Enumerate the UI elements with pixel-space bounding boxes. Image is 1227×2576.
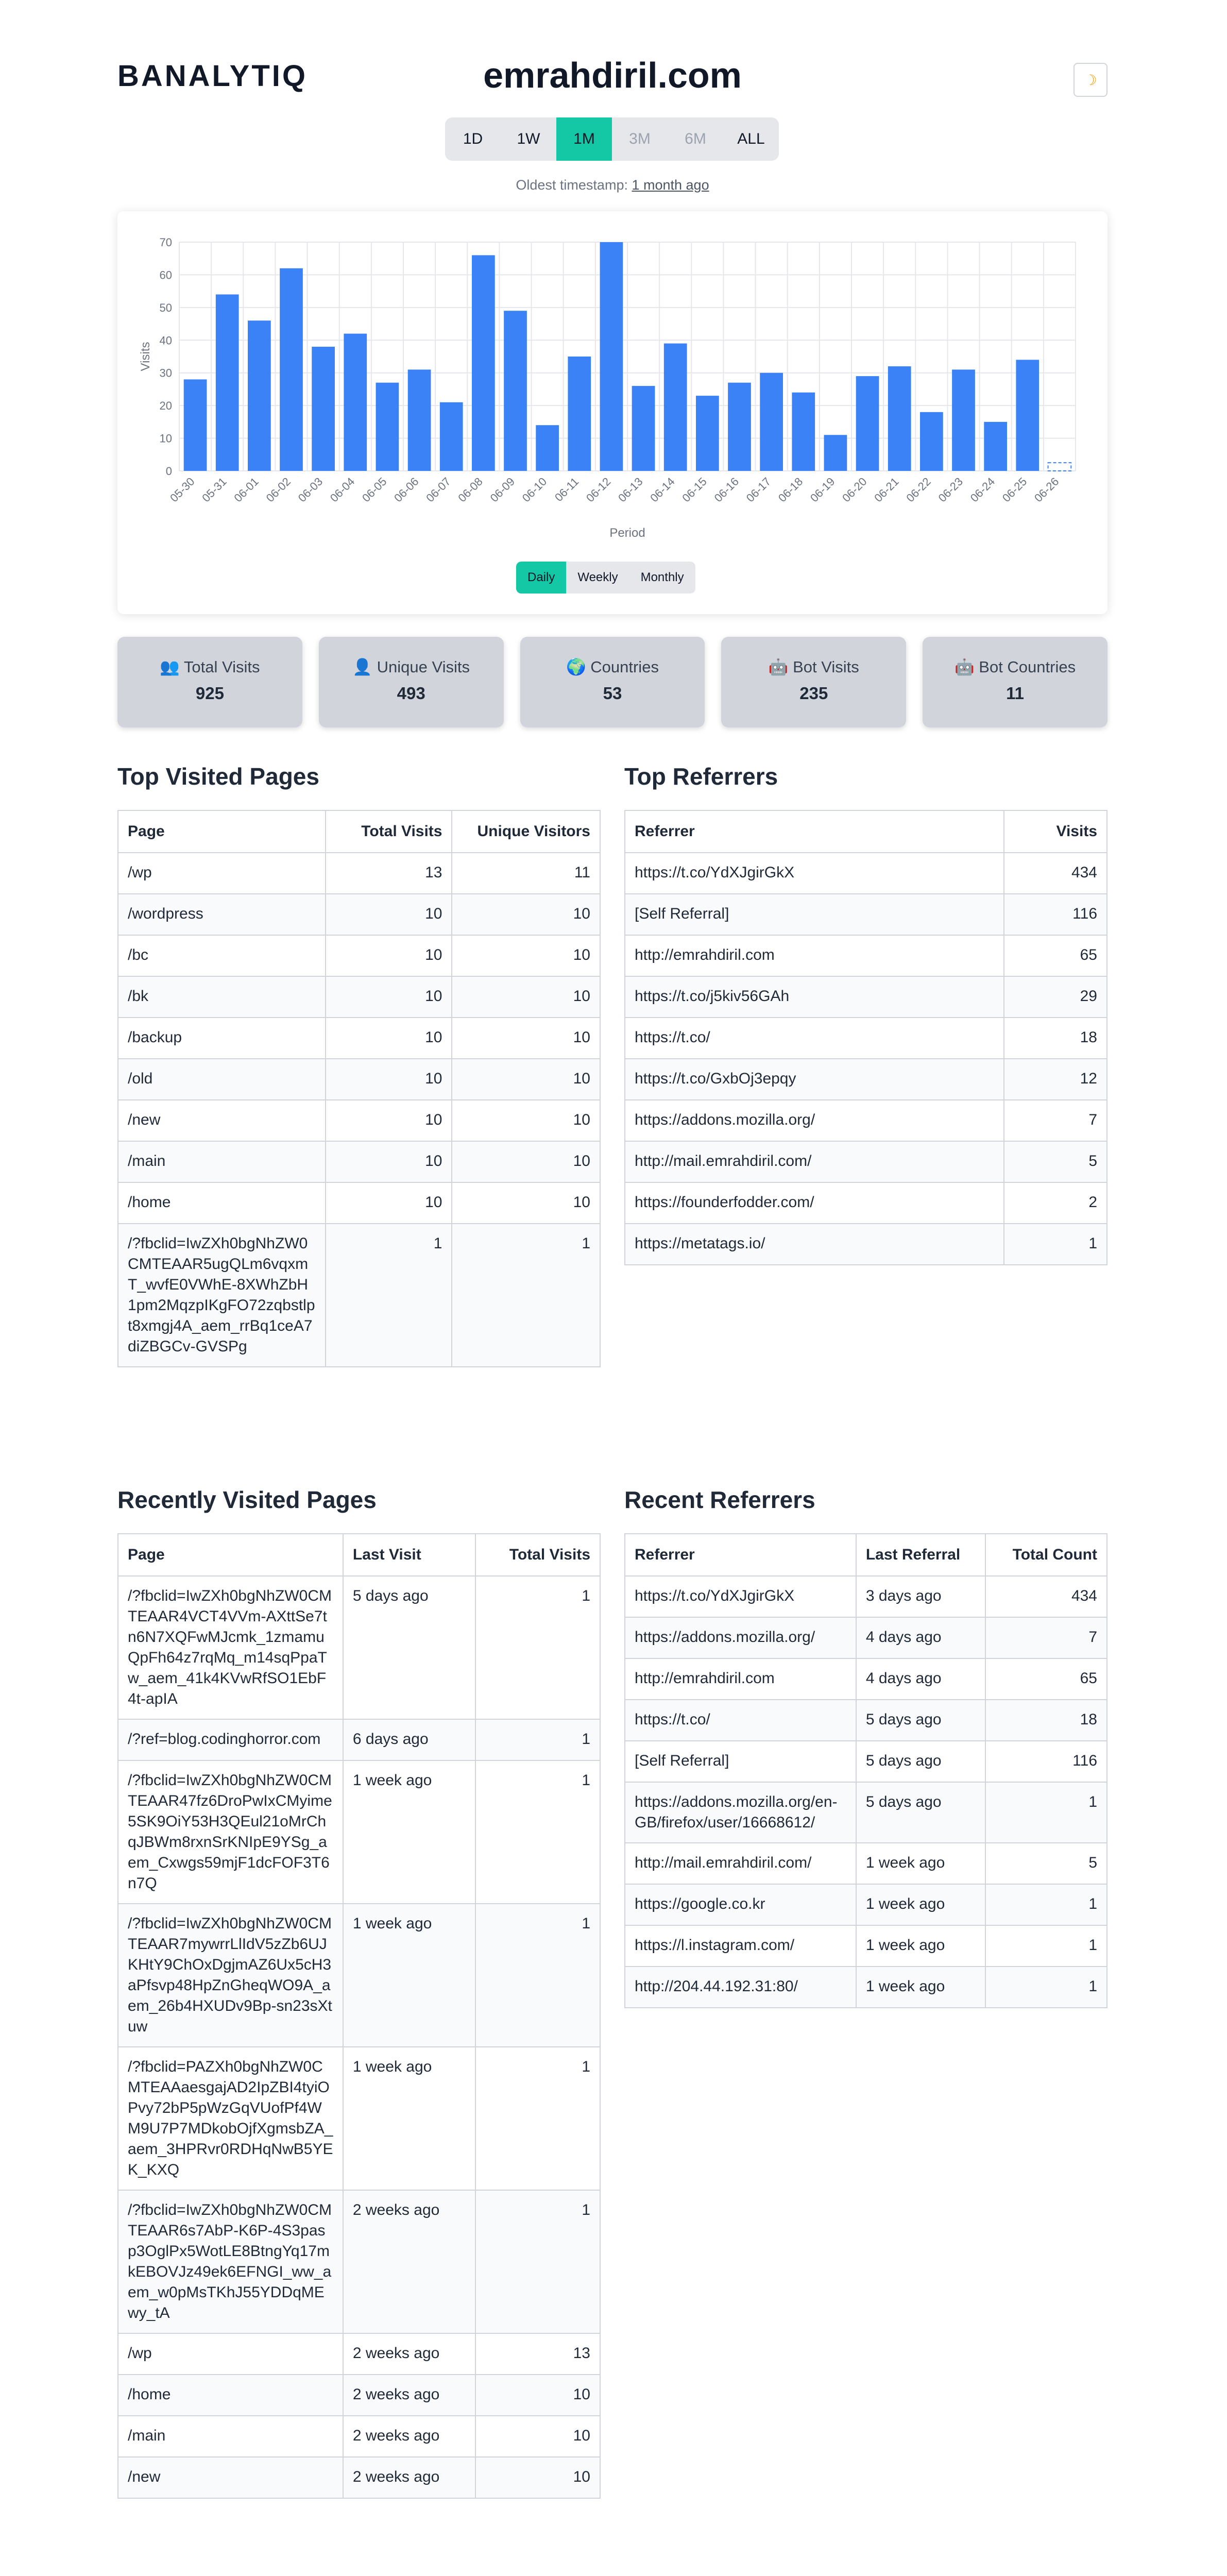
stat-label bbox=[923, 657, 1107, 676]
x-tick-label: 06-05 bbox=[359, 474, 389, 505]
table-row bbox=[118, 894, 600, 935]
table-row bbox=[118, 1182, 600, 1224]
chart-bar bbox=[408, 369, 431, 471]
table-cell: 10 bbox=[452, 1018, 600, 1059]
stat-card-unique-visits bbox=[319, 637, 504, 727]
table-cell: /?fbclid=IwZXh0bgNhZW0CMTEAAR6s7AbP-K6P-4S3pasp3OglPx5WotLE8BtngYq17mkEBOVJz49ek6EFNGI_ww_aem_w0pMsTKhJ55YDDqMEwy_tA bbox=[118, 2190, 343, 2333]
table-cell: http://emrahdiril.com bbox=[625, 935, 1004, 976]
person-icon: 👤 bbox=[352, 658, 372, 676]
table-cell: http://mail.emrahdiril.com/ bbox=[625, 1843, 856, 1884]
table-cell: 7 bbox=[985, 1617, 1107, 1658]
chart-bar bbox=[760, 373, 783, 471]
table-header-row bbox=[625, 1534, 1107, 1576]
table-cell: 10 bbox=[475, 2457, 600, 2498]
stat-label-text: Countries bbox=[590, 658, 659, 676]
theme-toggle-button[interactable] bbox=[1073, 63, 1107, 97]
table-row bbox=[625, 1182, 1107, 1224]
table-cell: 1 bbox=[475, 2047, 600, 2190]
stat-label-text: Unique Visits bbox=[377, 658, 470, 676]
table-cell: 1 bbox=[475, 1576, 600, 1719]
table-row bbox=[118, 2047, 600, 2190]
chart-bar bbox=[248, 320, 271, 471]
range-button-6m: 6M bbox=[685, 130, 706, 147]
table-cell: 1 week ago bbox=[856, 1884, 986, 1925]
table-row bbox=[625, 1018, 1107, 1059]
stat-value: 11 bbox=[1006, 684, 1025, 703]
table-cell: 10 bbox=[326, 1059, 452, 1100]
chart-bar bbox=[184, 379, 207, 471]
chart-bar-partial bbox=[1048, 463, 1071, 471]
table-row bbox=[625, 1967, 1107, 2008]
header bbox=[117, 47, 1107, 109]
table-cell: 10 bbox=[326, 1100, 452, 1141]
chart-bar bbox=[568, 357, 591, 471]
table-cell: http://emrahdiril.com bbox=[625, 1658, 856, 1700]
table-cell: 1 bbox=[985, 1967, 1107, 2008]
column-header: Visits bbox=[1004, 810, 1107, 853]
table-cell: /bk bbox=[118, 976, 326, 1018]
table-cell: 1 week ago bbox=[343, 1760, 476, 1904]
x-tick-label: 06-15 bbox=[679, 474, 709, 505]
table-cell: 5 days ago bbox=[856, 1700, 986, 1741]
range-selector bbox=[445, 117, 779, 161]
x-tick-label: 06-08 bbox=[455, 474, 485, 505]
brand-logo[interactable]: BANALYTIQ bbox=[117, 59, 308, 93]
chart-bar bbox=[792, 393, 815, 471]
chart-bar bbox=[504, 311, 527, 471]
table-cell: /main bbox=[118, 1141, 326, 1182]
stats-row bbox=[117, 637, 1107, 727]
table-cell: https://addons.mozilla.org/en-GB/firefox/user/16668612/ bbox=[625, 1782, 856, 1843]
x-tick-label: 06-06 bbox=[391, 474, 421, 505]
y-tick-label: 40 bbox=[159, 334, 172, 347]
column-header: Page bbox=[118, 810, 326, 853]
x-tick-label: 06-18 bbox=[775, 474, 806, 505]
table-row bbox=[118, 1760, 600, 1904]
chart-bar bbox=[728, 383, 751, 471]
table-cell: 116 bbox=[985, 1741, 1107, 1782]
table-cell: 6 days ago bbox=[343, 1719, 476, 1760]
table-cell: 3 days ago bbox=[856, 1576, 986, 1617]
column-header: Total Visits bbox=[326, 810, 452, 853]
column-header: Referrer bbox=[625, 810, 1004, 853]
table-row bbox=[118, 2457, 600, 2498]
table-cell: 1 week ago bbox=[856, 1925, 986, 1967]
table-cell: 1 bbox=[475, 1719, 600, 1760]
y-tick-label: 0 bbox=[165, 465, 172, 478]
y-tick-label: 10 bbox=[159, 432, 172, 445]
table-row bbox=[625, 1884, 1107, 1925]
table-cell: 2 weeks ago bbox=[343, 2375, 476, 2416]
table-row bbox=[625, 1224, 1107, 1265]
table-cell: 116 bbox=[1004, 894, 1107, 935]
table-header-row bbox=[118, 1534, 600, 1576]
recent-pages-table bbox=[117, 1533, 601, 2499]
stat-label bbox=[117, 657, 302, 676]
globe-icon: 🌍 bbox=[566, 658, 586, 676]
table-cell: 5 days ago bbox=[856, 1741, 986, 1782]
table-cell: [Self Referral] bbox=[625, 894, 1004, 935]
table-row bbox=[625, 894, 1107, 935]
table-cell: /?fbclid=PAZXh0bgNhZW0CMTEAAaesgajAD2IpZBI4tyiOPvy72bP5pWzGqVUofPf4WM9U7P7MDkobOjfXgmsbZA_aem_3HPRvr0RDHqNwB5YEK_KXQ bbox=[118, 2047, 343, 2190]
table-cell: 434 bbox=[1004, 853, 1107, 894]
top-referrers-table bbox=[624, 810, 1107, 1265]
range-button-all[interactable]: ALL bbox=[737, 130, 765, 147]
table-cell: http://204.44.192.31:80/ bbox=[625, 1967, 856, 2008]
chart-bar bbox=[1016, 360, 1039, 471]
table-row bbox=[118, 976, 600, 1018]
table-cell: 10 bbox=[452, 1100, 600, 1141]
x-tick-label: 06-16 bbox=[711, 474, 742, 505]
x-tick-label: 06-11 bbox=[552, 474, 582, 504]
column-header: Referrer bbox=[625, 1534, 856, 1576]
chart-bar bbox=[856, 376, 879, 471]
table-cell: http://mail.emrahdiril.com/ bbox=[625, 1141, 1004, 1182]
y-tick-label: 60 bbox=[159, 268, 172, 282]
period-daily-button[interactable]: Daily bbox=[516, 562, 566, 594]
stat-label bbox=[520, 657, 705, 676]
chart-bar bbox=[664, 344, 687, 471]
table-cell: 11 bbox=[452, 853, 600, 894]
table-cell: 5 bbox=[1004, 1141, 1107, 1182]
table-cell: 10 bbox=[326, 1182, 452, 1224]
table-header-row bbox=[118, 810, 600, 853]
table-row bbox=[625, 976, 1107, 1018]
table-cell: 1 bbox=[475, 1904, 600, 2047]
x-tick-label: 06-01 bbox=[231, 474, 261, 505]
stat-value: 53 bbox=[603, 684, 622, 703]
table-cell: https://l.instagram.com/ bbox=[625, 1925, 856, 1967]
top-referrers-title: Top Referrers bbox=[624, 763, 778, 790]
table-row bbox=[118, 935, 600, 976]
column-header: Unique Visitors bbox=[452, 810, 600, 853]
table-cell: https://google.co.kr bbox=[625, 1884, 856, 1925]
table-cell: 1 week ago bbox=[856, 1967, 986, 2008]
period-toggle bbox=[516, 562, 695, 594]
table-cell: https://t.co/j5kiv56GAh bbox=[625, 976, 1004, 1018]
table-cell: 10 bbox=[452, 976, 600, 1018]
table-cell: 1 bbox=[985, 1782, 1107, 1843]
y-tick-label: 70 bbox=[159, 236, 172, 249]
table-cell: /home bbox=[118, 2375, 343, 2416]
table-row bbox=[625, 1782, 1107, 1843]
chart-bar bbox=[312, 347, 335, 471]
stat-value: 925 bbox=[195, 684, 224, 703]
top-pages-table bbox=[117, 810, 601, 1367]
x-tick-label: 06-07 bbox=[423, 474, 453, 505]
table-cell: 10 bbox=[326, 1141, 452, 1182]
chart-bar bbox=[536, 425, 559, 471]
x-tick-label: 06-09 bbox=[487, 474, 518, 505]
recent-pages-title: Recently Visited Pages bbox=[117, 1486, 377, 1513]
table-cell: /wp bbox=[118, 2333, 343, 2375]
table-row bbox=[625, 1925, 1107, 1967]
chart-bar bbox=[888, 366, 911, 471]
x-tick-label: 06-21 bbox=[872, 474, 901, 505]
table-row bbox=[625, 1741, 1107, 1782]
visits-chart bbox=[117, 211, 1107, 562]
stat-card-bot-visits bbox=[721, 637, 906, 727]
range-button-1d[interactable]: 1D bbox=[463, 130, 483, 147]
x-axis-label: Period bbox=[609, 526, 645, 540]
table-cell: /bc bbox=[118, 935, 326, 976]
chart-bar bbox=[920, 412, 943, 471]
column-header: Last Referral bbox=[856, 1534, 986, 1576]
site-title: emrahdiril.com bbox=[483, 55, 742, 95]
chart-bar bbox=[696, 396, 719, 471]
recent-referrers-table bbox=[624, 1533, 1107, 2008]
robot-icon: 🤖 bbox=[768, 658, 789, 676]
table-cell: 10 bbox=[452, 1141, 600, 1182]
table-row bbox=[118, 2333, 600, 2375]
table-cell: https://t.co/ bbox=[625, 1700, 856, 1741]
table-header-row bbox=[625, 810, 1107, 853]
table-cell: 4 days ago bbox=[856, 1658, 986, 1700]
table-cell: https://metatags.io/ bbox=[625, 1224, 1004, 1265]
table-row bbox=[625, 853, 1107, 894]
table-cell: 1 bbox=[1004, 1224, 1107, 1265]
table-row bbox=[118, 1141, 600, 1182]
table-cell: 5 days ago bbox=[856, 1782, 986, 1843]
table-cell: 10 bbox=[452, 1182, 600, 1224]
table-cell: /?ref=blog.codinghorror.com bbox=[118, 1719, 343, 1760]
oldest-timestamp bbox=[117, 177, 1107, 193]
period-monthly-button[interactable]: Monthly bbox=[640, 570, 684, 584]
chart-bar bbox=[344, 334, 367, 471]
table-cell: 10 bbox=[452, 935, 600, 976]
table-cell: /backup bbox=[118, 1018, 326, 1059]
column-header: Last Visit bbox=[343, 1534, 476, 1576]
table-cell: 10 bbox=[452, 1059, 600, 1100]
table-cell: 1 bbox=[985, 1884, 1107, 1925]
x-tick-label: 06-25 bbox=[999, 474, 1030, 505]
table-cell: 10 bbox=[326, 976, 452, 1018]
table-cell: 5 bbox=[985, 1843, 1107, 1884]
stat-label bbox=[721, 657, 906, 676]
top-pages-title: Top Visited Pages bbox=[117, 763, 319, 790]
table-cell: 1 week ago bbox=[343, 1904, 476, 2047]
chart-bar bbox=[376, 383, 399, 471]
x-tick-label: 06-12 bbox=[583, 474, 614, 505]
table-cell: 434 bbox=[985, 1576, 1107, 1617]
y-tick-label: 50 bbox=[159, 301, 172, 314]
robot-icon: 🤖 bbox=[955, 658, 975, 676]
table-row bbox=[118, 2190, 600, 2333]
range-button-1m[interactable]: 1M bbox=[556, 117, 612, 161]
stat-label bbox=[319, 657, 504, 676]
x-tick-label: 06-20 bbox=[840, 474, 870, 505]
table-cell: 18 bbox=[1004, 1018, 1107, 1059]
table-cell: 2 weeks ago bbox=[343, 2457, 476, 2498]
chart-bar bbox=[216, 294, 239, 471]
table-row bbox=[625, 1843, 1107, 1884]
table-cell: /old bbox=[118, 1059, 326, 1100]
column-header: Page bbox=[118, 1534, 343, 1576]
table-cell: 5 days ago bbox=[343, 1576, 476, 1719]
recent-referrers-title: Recent Referrers bbox=[624, 1486, 815, 1513]
table-row bbox=[625, 1141, 1107, 1182]
table-cell: /new bbox=[118, 2457, 343, 2498]
x-tick-label: 06-13 bbox=[616, 474, 645, 505]
stat-label-text: Bot Visits bbox=[793, 658, 859, 676]
chart-bar bbox=[632, 386, 655, 471]
x-tick-label: 06-22 bbox=[904, 474, 933, 505]
table-cell: /?fbclid=IwZXh0bgNhZW0CMTEAAR4VCT4VVm-AXttSe7tn6N7XQFwMJcmk_1zmamuQpFh64z7rqMq_m14sqPpaTw_aem_41k4KVwRfSO1EbF4t-apIA bbox=[118, 1576, 343, 1719]
table-row bbox=[118, 1904, 600, 2047]
table-row bbox=[625, 1100, 1107, 1141]
table-cell: 10 bbox=[326, 935, 452, 976]
moon-icon: ☽ bbox=[1084, 72, 1097, 88]
table-cell: /?fbclid=IwZXh0bgNhZW0CMTEAAR5ugQLm6vqxmT_wvfE0VWhE-8XWhZbH1pm2MqzpIKgFO72zqbstlpt8xmgj4A_aem_rrBq1ceA7diZBGCv-GVSPg bbox=[118, 1224, 326, 1367]
chart-bar bbox=[824, 435, 847, 471]
x-tick-label: 05-30 bbox=[167, 474, 197, 505]
chart-bar bbox=[280, 268, 303, 471]
x-tick-label: 05-31 bbox=[199, 474, 229, 505]
table-cell: 65 bbox=[1004, 935, 1107, 976]
table-cell: 10 bbox=[475, 2416, 600, 2457]
table-cell: 13 bbox=[326, 853, 452, 894]
stat-value: 235 bbox=[799, 684, 828, 703]
table-row bbox=[118, 1100, 600, 1141]
table-cell: 1 bbox=[475, 2190, 600, 2333]
table-row bbox=[118, 1059, 600, 1100]
table-row bbox=[625, 1576, 1107, 1617]
stat-card-countries bbox=[520, 637, 705, 727]
table-cell: https://t.co/YdXJgirGkX bbox=[625, 853, 1004, 894]
chart-bar bbox=[440, 402, 463, 471]
chart-bar bbox=[952, 369, 975, 471]
table-cell: /main bbox=[118, 2416, 343, 2457]
table-cell: 2 bbox=[1004, 1182, 1107, 1224]
table-cell: 1 bbox=[475, 1760, 600, 1904]
period-weekly-button[interactable]: Weekly bbox=[577, 570, 618, 584]
table-cell: https://t.co/ bbox=[625, 1018, 1004, 1059]
table-cell: 10 bbox=[326, 894, 452, 935]
stat-card-total-visits bbox=[117, 637, 302, 727]
table-cell: /home bbox=[118, 1182, 326, 1224]
table-cell: 1 bbox=[985, 1925, 1107, 1967]
table-cell: https://addons.mozilla.org/ bbox=[625, 1100, 1004, 1141]
table-cell: [Self Referral] bbox=[625, 1741, 856, 1782]
table-row bbox=[118, 2416, 600, 2457]
table-cell: https://t.co/GxbOj3epqy bbox=[625, 1059, 1004, 1100]
table-cell: 2 weeks ago bbox=[343, 2416, 476, 2457]
y-axis-label: Visits bbox=[139, 342, 152, 371]
table-row bbox=[625, 1658, 1107, 1700]
table-cell: /wordpress bbox=[118, 894, 326, 935]
x-tick-label: 06-03 bbox=[295, 474, 326, 505]
table-cell: /?fbclid=IwZXh0bgNhZW0CMTEAAR47fz6DroPwIxCMyime5SK9OiY53H3QEul21oMrChqJBWm8rxnSrKNIpE9YSg_aem_Cxwgs59mjF1dcFOF3T6n7Q bbox=[118, 1760, 343, 1904]
column-header: Total Visits bbox=[475, 1534, 600, 1576]
chart-bar bbox=[600, 242, 623, 471]
chart-bar bbox=[472, 255, 495, 471]
table-cell: https://t.co/YdXJgirGkX bbox=[625, 1576, 856, 1617]
table-cell: 10 bbox=[475, 2375, 600, 2416]
table-row bbox=[625, 1059, 1107, 1100]
table-row bbox=[625, 1617, 1107, 1658]
table-cell: 1 bbox=[326, 1224, 452, 1367]
table-cell: 29 bbox=[1004, 976, 1107, 1018]
table-row bbox=[118, 1018, 600, 1059]
x-tick-label: 06-19 bbox=[807, 474, 838, 505]
y-tick-label: 20 bbox=[159, 399, 172, 413]
stat-card-bot-countries bbox=[923, 637, 1107, 727]
x-tick-label: 06-17 bbox=[743, 474, 774, 505]
y-tick-label: 30 bbox=[159, 366, 172, 380]
table-cell: 4 days ago bbox=[856, 1617, 986, 1658]
x-tick-label: 06-23 bbox=[935, 474, 966, 505]
oldest-value: 1 month ago bbox=[632, 177, 709, 193]
table-cell: 12 bbox=[1004, 1059, 1107, 1100]
table-cell: /wp bbox=[118, 853, 326, 894]
x-tick-label: 06-04 bbox=[327, 474, 357, 505]
chart-bar bbox=[984, 422, 1007, 471]
table-cell: 65 bbox=[985, 1658, 1107, 1700]
x-tick-label: 06-10 bbox=[519, 474, 550, 505]
table-cell: 18 bbox=[985, 1700, 1107, 1741]
table-cell: 13 bbox=[475, 2333, 600, 2375]
table-cell: 2 weeks ago bbox=[343, 2333, 476, 2375]
x-tick-label: 06-24 bbox=[967, 474, 998, 505]
table-cell: 1 bbox=[452, 1224, 600, 1367]
visits-chart-card bbox=[117, 211, 1107, 614]
x-tick-label: 06-14 bbox=[647, 474, 677, 505]
table-cell: 1 week ago bbox=[343, 2047, 476, 2190]
table-cell: /?fbclid=IwZXh0bgNhZW0CMTEAAR7mywrrLlIdV5zZb6UJKHtY9ChOxDgjmAZ6Ux5cH3aPfsvp48HpZnGheqWO9A_aem_26b4HXUDv9Bp-sn23sXtuw bbox=[118, 1904, 343, 2047]
table-row bbox=[118, 1224, 600, 1367]
column-header: Total Count bbox=[985, 1534, 1107, 1576]
oldest-label: Oldest timestamp: bbox=[516, 177, 628, 193]
x-tick-label: 06-02 bbox=[263, 474, 294, 505]
table-row bbox=[118, 1576, 600, 1719]
table-row bbox=[625, 935, 1107, 976]
table-row bbox=[625, 1700, 1107, 1741]
people-icon: 👥 bbox=[160, 658, 180, 676]
table-cell: 1 week ago bbox=[856, 1843, 986, 1884]
range-button-1w[interactable]: 1W bbox=[517, 130, 540, 147]
x-tick-label: 06-26 bbox=[1031, 474, 1062, 505]
table-cell: 7 bbox=[1004, 1100, 1107, 1141]
stat-label-text: Total Visits bbox=[183, 658, 260, 676]
table-cell: /new bbox=[118, 1100, 326, 1141]
table-row bbox=[118, 1719, 600, 1760]
table-cell: https://addons.mozilla.org/ bbox=[625, 1617, 856, 1658]
table-cell: 2 weeks ago bbox=[343, 2190, 476, 2333]
range-button-3m: 3M bbox=[629, 130, 651, 147]
table-cell: https://founderfodder.com/ bbox=[625, 1182, 1004, 1224]
table-cell: 10 bbox=[326, 1018, 452, 1059]
table-cell: 10 bbox=[452, 894, 600, 935]
table-row bbox=[118, 853, 600, 894]
table-row bbox=[118, 2375, 600, 2416]
stat-label-text: Bot Countries bbox=[979, 658, 1076, 676]
stat-value: 493 bbox=[397, 684, 425, 703]
